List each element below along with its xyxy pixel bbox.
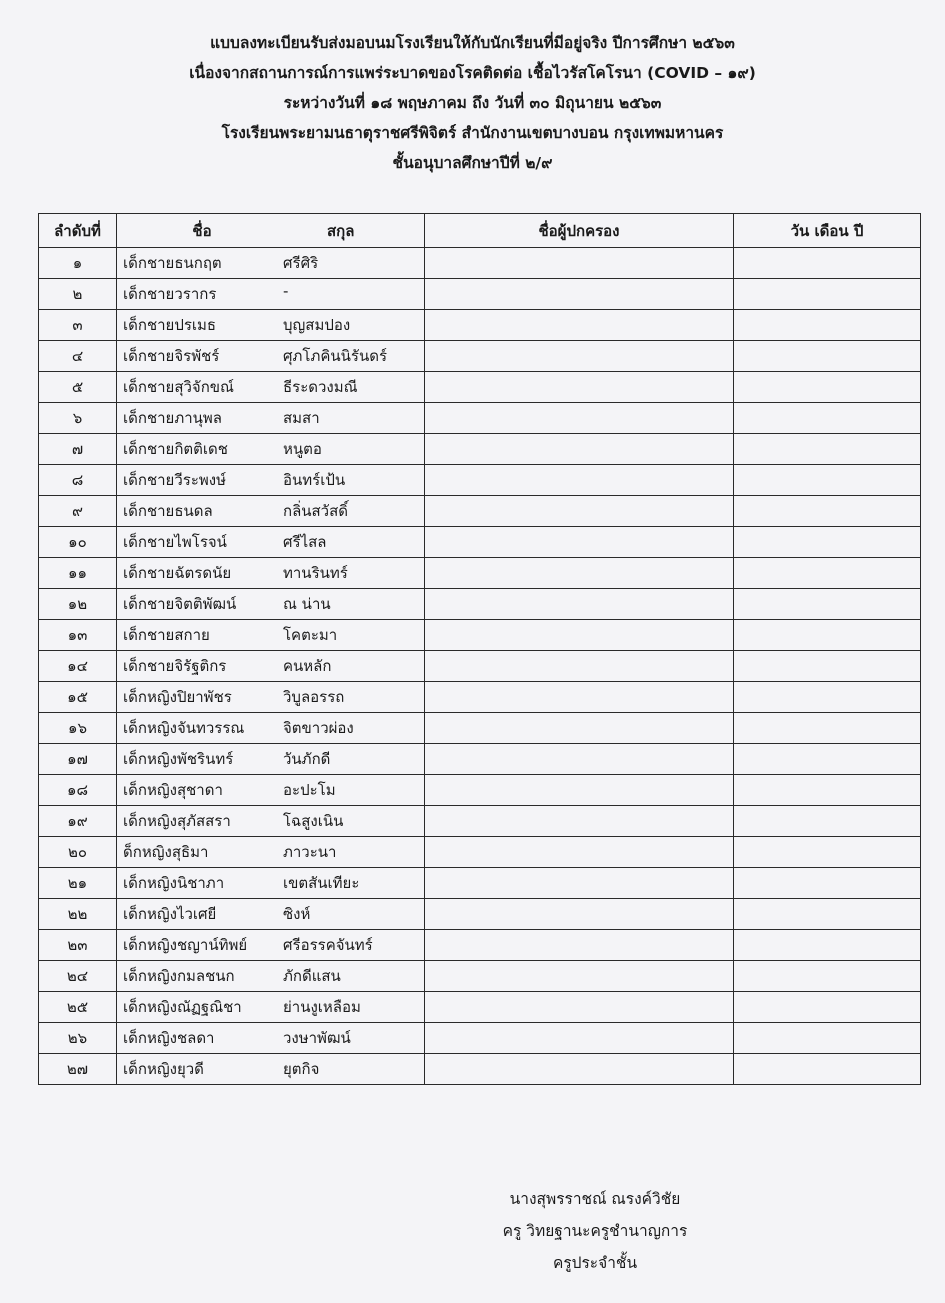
table-row <box>39 620 921 651</box>
title-line-1: แบบลงทะเบียนรับส่งมอบนมโรงเรียนให้กับนักเรียนที่มีอยู่จริง ปีการศึกษา ๒๕๖๓ <box>210 34 735 52</box>
guardian-name-field[interactable] <box>425 558 734 589</box>
table-header-row <box>39 214 921 248</box>
registration-table-container <box>38 213 920 1085</box>
header-name <box>117 214 425 248</box>
student-name-cell <box>117 341 425 372</box>
student-lastname: ทานรินทร์ <box>283 564 348 582</box>
student-firstname: เด็กชายฉัตรดนัย <box>123 564 232 582</box>
student-lastname: ศรีศิริ <box>283 254 319 272</box>
row-number: ๕ <box>39 372 117 403</box>
student-firstname: เด็กหญิงพัชรินทร์ <box>123 750 234 768</box>
student-lastname: ศุภโภคินนิรันดร์ <box>283 347 388 365</box>
guardian-name-field[interactable] <box>425 744 734 775</box>
date-field[interactable] <box>734 961 921 992</box>
student-lastname: วันภักดี <box>283 750 331 768</box>
student-name-cell <box>117 806 425 837</box>
row-number: ๗ <box>39 434 117 465</box>
guardian-name-field[interactable] <box>425 806 734 837</box>
student-name-cell <box>117 434 425 465</box>
teacher-name: นางสุพรราชณ์ ณรงค์วิชัย <box>509 1190 681 1208</box>
guardian-name-field[interactable] <box>425 620 734 651</box>
guardian-name-field[interactable] <box>425 868 734 899</box>
student-lastname: ซิงห์ <box>283 905 311 923</box>
student-firstname: เด็กหญิงนิชาภา <box>123 874 225 892</box>
student-name-cell <box>117 1023 425 1054</box>
student-lastname: จิตขาวผ่อง <box>283 719 354 737</box>
row-number: ๑๓ <box>39 620 117 651</box>
header-date: วัน เดือน ปี <box>734 214 921 248</box>
row-number: ๑๑ <box>39 558 117 589</box>
table-row <box>39 651 921 682</box>
table-row <box>39 589 921 620</box>
guardian-name-field[interactable] <box>425 527 734 558</box>
table-row <box>39 775 921 806</box>
student-name-cell <box>117 868 425 899</box>
row-number: ๒๖ <box>39 1023 117 1054</box>
row-number: ๑๗ <box>39 744 117 775</box>
header-guardian: ชื่อผู้ปกครอง <box>425 214 734 248</box>
guardian-name-field[interactable] <box>425 496 734 527</box>
guardian-name-field[interactable] <box>425 713 734 744</box>
guardian-name-field[interactable] <box>425 682 734 713</box>
table-row <box>39 713 921 744</box>
guardian-name-field[interactable] <box>425 837 734 868</box>
date-field[interactable] <box>734 930 921 961</box>
guardian-name-field[interactable] <box>425 1023 734 1054</box>
student-firstname: เด็กหญิงจันทวรรณ <box>123 719 245 737</box>
guardian-name-field[interactable] <box>425 589 734 620</box>
row-number: ๒๔ <box>39 961 117 992</box>
row-number: ๘ <box>39 465 117 496</box>
table-row <box>39 806 921 837</box>
row-number: ๒๐ <box>39 837 117 868</box>
date-field[interactable] <box>734 651 921 682</box>
student-name-cell <box>117 403 425 434</box>
guardian-name-field[interactable] <box>425 1054 734 1085</box>
date-field[interactable] <box>734 837 921 868</box>
student-lastname: บุญสมปอง <box>283 316 351 334</box>
student-name-cell <box>117 527 425 558</box>
student-name-cell <box>117 496 425 527</box>
student-lastname: ภักดีแสน <box>283 967 341 985</box>
student-firstname: เด็กหญิงสุชาดา <box>123 781 223 799</box>
date-field[interactable] <box>734 558 921 589</box>
student-firstname: เด็กชายวรากร <box>123 285 217 303</box>
date-field[interactable] <box>734 713 921 744</box>
student-firstname: เด็กหญิงณัฏฐณิชา <box>123 998 242 1016</box>
row-number: ๒๓ <box>39 930 117 961</box>
student-name-cell <box>117 682 425 713</box>
header-firstname: ชื่อ <box>192 221 212 240</box>
table-row <box>39 837 921 868</box>
student-lastname: วงษาพัฒน์ <box>283 1029 351 1047</box>
date-field[interactable] <box>734 465 921 496</box>
table-row <box>39 403 921 434</box>
row-number: ๙ <box>39 496 117 527</box>
table-row <box>39 744 921 775</box>
student-lastname: หนูตอ <box>283 440 322 458</box>
title-line-2: เนื่องจากสถานการณ์การแพร่ระบาดของโรคติดต่อ เชื้อไวรัสโคโรนา (COVID – ๑๙) <box>189 64 756 82</box>
date-field[interactable] <box>734 806 921 837</box>
student-lastname: โฉสูงเนิน <box>283 812 344 830</box>
student-firstname: เด็กชายจิรัฐติกร <box>123 657 227 675</box>
student-name-cell <box>117 744 425 775</box>
student-firstname: เด็กชายภานุพล <box>123 409 222 427</box>
student-name-cell <box>117 651 425 682</box>
table-row <box>39 930 921 961</box>
row-number: ๔ <box>39 341 117 372</box>
student-firstname: เด็กหญิงปิยาพัชร <box>123 688 232 706</box>
student-firstname: เด็กชายวีระพงษ์ <box>123 471 226 489</box>
table-row <box>39 558 921 589</box>
registration-table <box>38 213 921 1085</box>
student-lastname: วิบูลอรรถ <box>283 688 345 706</box>
date-field[interactable] <box>734 682 921 713</box>
date-range-line: ระหว่างวันที่ ๑๘ พฤษภาคม ถึง วันที่ ๓๐ มิถุนายน ๒๕๖๓ <box>283 94 662 112</box>
school-line: โรงเรียนพระยามนธาตุราชศรีพิจิตร์ สำนักงานเขตบางบอน กรุงเทพมหานคร <box>221 124 724 142</box>
table-row <box>39 372 921 403</box>
date-field[interactable] <box>734 279 921 310</box>
guardian-name-field[interactable] <box>425 899 734 930</box>
header-lastname: สกุล <box>327 221 355 240</box>
student-lastname: อินทร์เป้น <box>283 471 346 489</box>
date-field[interactable] <box>734 372 921 403</box>
student-lastname: กลิ่นสวัสดิ์ <box>283 502 349 520</box>
guardian-name-field[interactable] <box>425 992 734 1023</box>
student-name-cell <box>117 589 425 620</box>
table-row <box>39 992 921 1023</box>
student-lastname: เขตสันเทียะ <box>283 874 360 892</box>
guardian-name-field[interactable] <box>425 775 734 806</box>
student-firstname: เด็กหญิงสุภัสสรา <box>123 812 231 830</box>
guardian-name-field[interactable] <box>425 930 734 961</box>
guardian-name-field[interactable] <box>425 341 734 372</box>
date-field[interactable] <box>734 248 921 279</box>
student-lastname: ศรีอรรคจันทร์ <box>283 936 373 954</box>
student-lastname: ภาวะนา <box>283 843 337 861</box>
student-lastname: ธีระดวงมณี <box>283 378 358 396</box>
student-name-cell <box>117 310 425 341</box>
student-firstname: เด็กหญิงกมลชนก <box>123 967 235 985</box>
row-number: ๑๐ <box>39 527 117 558</box>
table-row <box>39 248 921 279</box>
date-field[interactable] <box>734 775 921 806</box>
student-name-cell <box>117 620 425 651</box>
student-name-cell <box>117 775 425 806</box>
student-firstname: เด็กชายธนดล <box>123 502 213 520</box>
student-firstname: เด็กหญิงยุวดี <box>123 1060 204 1078</box>
student-name-cell <box>117 558 425 589</box>
student-name-cell <box>117 930 425 961</box>
student-lastname: ย่านงูเหลือม <box>283 998 361 1016</box>
date-field[interactable] <box>734 496 921 527</box>
student-firstname: เด็กชายสุวิจักขณ์ <box>123 378 234 396</box>
date-field[interactable] <box>734 1023 921 1054</box>
student-firstname: เด็กหญิงชญาน์ทิพย์ <box>123 936 248 954</box>
student-name-cell <box>117 961 425 992</box>
table-row <box>39 1023 921 1054</box>
row-number: ๑๙ <box>39 806 117 837</box>
student-name-cell <box>117 837 425 868</box>
student-firstname: เด็กหญิงไวเศยี <box>123 905 217 923</box>
student-firstname: เด็กชายไพโรจน์ <box>123 533 227 551</box>
date-field[interactable] <box>734 403 921 434</box>
student-lastname: ณ น่าน <box>283 595 331 613</box>
guardian-name-field[interactable] <box>425 372 734 403</box>
date-field[interactable] <box>734 1054 921 1085</box>
row-number: ๒๒ <box>39 899 117 930</box>
student-firstname: เด็กชายจิตติพัฒน์ <box>123 595 237 613</box>
table-row <box>39 899 921 930</box>
date-field[interactable] <box>734 899 921 930</box>
guardian-name-field[interactable] <box>425 961 734 992</box>
student-firstname: เด็กชายสกาย <box>123 626 210 644</box>
guardian-name-field[interactable] <box>425 434 734 465</box>
table-row <box>39 868 921 899</box>
student-name-cell <box>117 713 425 744</box>
table-row <box>39 496 921 527</box>
row-number: ๑๒ <box>39 589 117 620</box>
teacher-role: ครูประจำชั้น <box>552 1254 638 1272</box>
guardian-name-field[interactable] <box>425 465 734 496</box>
guardian-name-field[interactable] <box>425 279 734 310</box>
date-field[interactable] <box>734 527 921 558</box>
student-lastname: ยุตกิจ <box>283 1060 320 1078</box>
student-lastname: คนหลัก <box>283 657 332 675</box>
date-field[interactable] <box>734 868 921 899</box>
student-firstname: ด็กหญิงสุธิมา <box>123 843 209 861</box>
table-row <box>39 310 921 341</box>
student-name-cell <box>117 1054 425 1085</box>
student-firstname: เด็กหญิงชลดา <box>123 1029 215 1047</box>
student-firstname: เด็กชายกิตติเดช <box>123 440 228 458</box>
student-name-cell <box>117 992 425 1023</box>
header-number: ลำดับที่ <box>39 214 117 248</box>
date-field[interactable] <box>734 310 921 341</box>
row-number: ๖ <box>39 403 117 434</box>
table-row <box>39 961 921 992</box>
student-firstname: เด็กชายจิรพัชร์ <box>123 347 220 365</box>
guardian-name-field[interactable] <box>425 310 734 341</box>
row-number: ๒๑ <box>39 868 117 899</box>
signature-block <box>430 1183 760 1279</box>
student-lastname: สมสา <box>283 409 320 427</box>
student-firstname: เด็กชายปรเมธ <box>123 316 217 334</box>
document-header <box>0 28 945 178</box>
table-row <box>39 434 921 465</box>
student-name-cell <box>117 372 425 403</box>
row-number: ๑๖ <box>39 713 117 744</box>
table-row <box>39 527 921 558</box>
table-row <box>39 279 921 310</box>
student-firstname: เด็กชายธนกฤต <box>123 254 222 272</box>
guardian-name-field[interactable] <box>425 403 734 434</box>
table-row <box>39 1054 921 1085</box>
student-name-cell <box>117 279 425 310</box>
row-number: ๑๔ <box>39 651 117 682</box>
class-line: ชั้นอนุบาลศึกษาปีที่ ๒/๙ <box>392 154 553 172</box>
date-field[interactable] <box>734 589 921 620</box>
row-number: ๑ <box>39 248 117 279</box>
teacher-position: ครู วิทยฐานะครูชำนาญการ <box>502 1222 688 1240</box>
row-number: ๑๕ <box>39 682 117 713</box>
student-lastname: - <box>283 282 289 300</box>
row-number: ๑๘ <box>39 775 117 806</box>
date-field[interactable] <box>734 620 921 651</box>
row-number: ๓ <box>39 310 117 341</box>
guardian-name-field[interactable] <box>425 248 734 279</box>
student-lastname: โคตะมา <box>283 626 338 644</box>
student-lastname: ศรีไสล <box>283 533 327 551</box>
date-field[interactable] <box>734 341 921 372</box>
table-row <box>39 341 921 372</box>
row-number: ๒๗ <box>39 1054 117 1085</box>
student-name-cell <box>117 465 425 496</box>
row-number: ๒๕ <box>39 992 117 1023</box>
guardian-name-field[interactable] <box>425 651 734 682</box>
student-name-cell <box>117 899 425 930</box>
date-field[interactable] <box>734 744 921 775</box>
table-row <box>39 465 921 496</box>
row-number: ๒ <box>39 279 117 310</box>
date-field[interactable] <box>734 992 921 1023</box>
table-row <box>39 682 921 713</box>
date-field[interactable] <box>734 434 921 465</box>
student-lastname: อะปะโม <box>283 781 336 799</box>
student-name-cell <box>117 248 425 279</box>
